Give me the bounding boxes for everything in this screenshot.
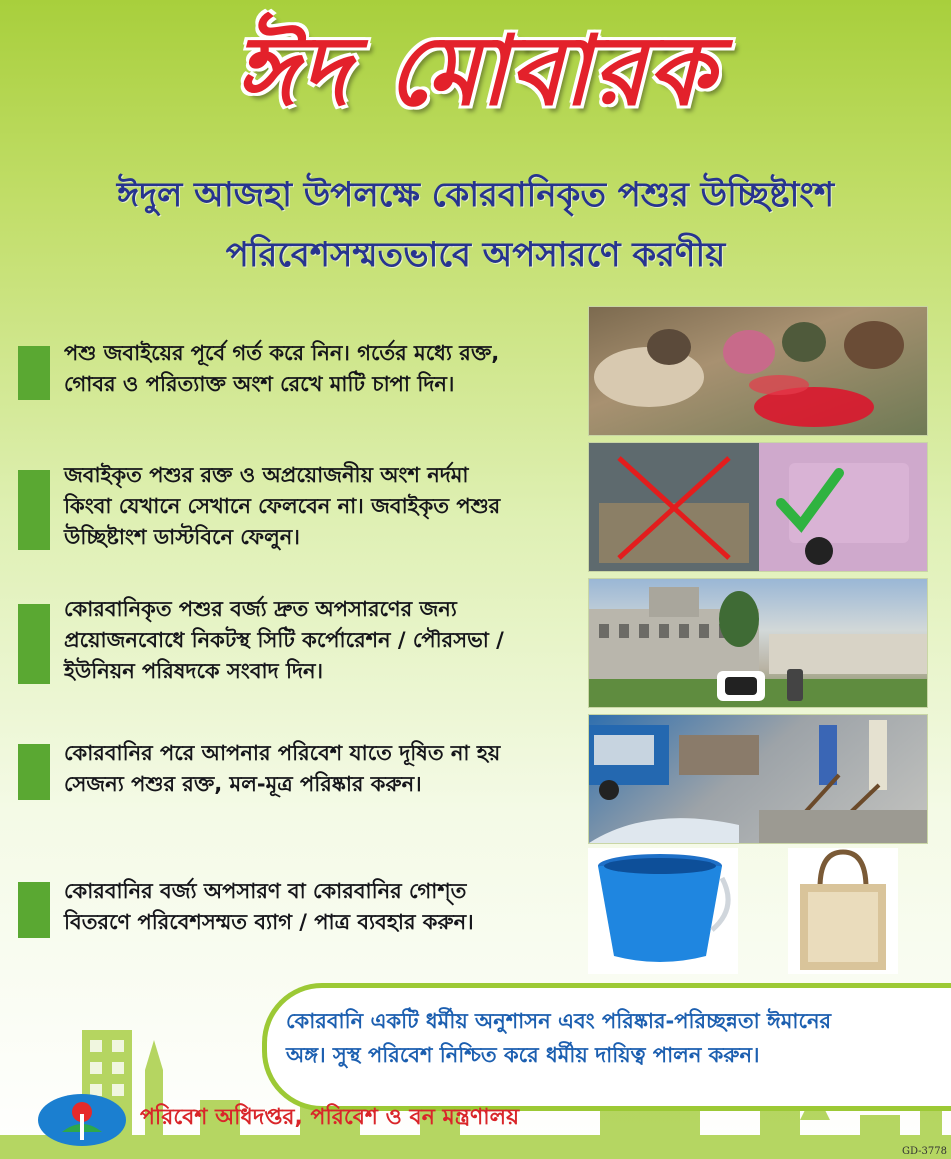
department-of-environment-logo xyxy=(36,1092,132,1148)
document-code: GD-3778 xyxy=(901,1146,947,1157)
guideline-text: জবাইকৃত পশুর রক্ত ও অপ্রয়োজনীয় অংশ নর্দমা কিংবা যেখানে সেখানে ফেলবেন না। জবাইকৃত পশুর উচ্ছিষ্টাংশ ডাস্টবিনে ফেলুন। xyxy=(64,463,501,549)
item-bullet-bar xyxy=(18,604,50,684)
guideline-text: কোরবানির বর্জ্য অপসারণ বা কোরবানির গোশ্‌ত বিতরণে পরিবেশসম্মত ব্যাগ / পাত্র ব্যবহার করুন। xyxy=(64,879,474,934)
guideline-text: পশু জবাইয়ের পূর্বে গর্ত করে নিন। গর্তের মধ্যে রক্ত, গোবর ও পরিত্যাক্ত অংশ রেখে মাটি চাপা দিন। xyxy=(64,341,500,396)
photo-city-corporation-buildings xyxy=(588,578,928,708)
item-bullet-bar xyxy=(18,882,50,938)
jute-bag-image xyxy=(788,848,898,974)
item-bullet-bar xyxy=(18,470,50,550)
message-text: কোরবানি একটি ধর্মীয় অনুশাসন এবং পরিষ্কার-পরিচ্ছন্নতা ঈমানের অঙ্গ। সুস্থ পরিবেশ নিশ্চিত করে ধর্মীয় দায়িত্ব পালন করুন। xyxy=(286,1009,832,1067)
guideline-text: কোরবানির পরে আপনার পরিবেশ যাতে দূষিত না হয় সেজন্য পশুর রক্ত, মল-মূত্র পরিষ্কার করুন। xyxy=(64,741,501,796)
photo-waste-drain-vs-truck xyxy=(588,442,928,572)
item-bullet-bar xyxy=(18,346,50,400)
photo-street-cleaning xyxy=(588,714,928,844)
item-bullet-bar xyxy=(18,744,50,800)
photo-animal-slaughter-pit xyxy=(588,306,928,436)
guideline-text: কোরবানিকৃত পশুর বর্জ্য দ্রুত অপসারণের জন্য প্রয়োজনবোধে নিকটস্থ সিটি কর্পোরেশন / পৌরসভা / ইউনিয়ন পরিষদকে সংবাদ দিন। xyxy=(64,597,504,683)
bucket-image xyxy=(588,848,738,974)
subtitle-line-1: ঈদুল আজহা উপলক্ষে কোরবানিকৃত পশুর উচ্ছিষ্টাংশ xyxy=(116,175,835,215)
subtitle-line-2: পরিবেশসম্মতভাবে অপসারণে করণীয় xyxy=(225,235,726,275)
poster-title: ঈদ মোবারক xyxy=(234,14,717,127)
footer-ministry: পরিবেশ অধিদপ্তর, পরিবেশ ও বন মন্ত্রণালয় xyxy=(140,1105,520,1130)
